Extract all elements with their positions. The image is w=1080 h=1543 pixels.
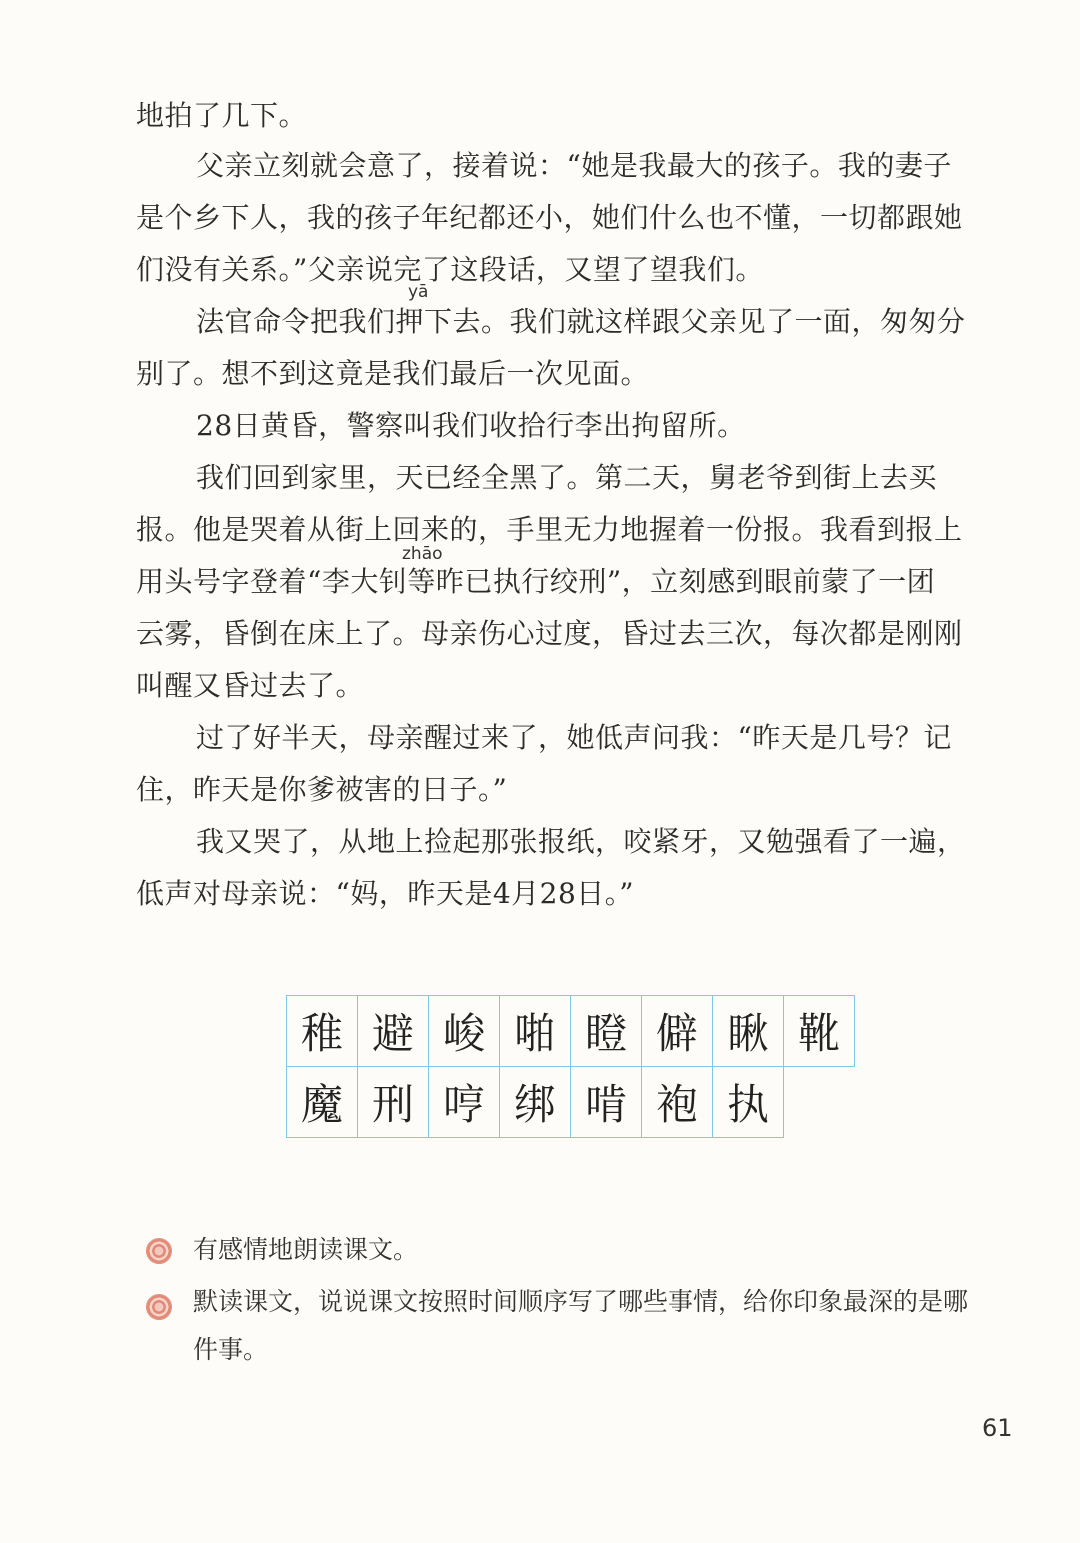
character-cell: 魔 (287, 1067, 358, 1138)
text-line: 报。他是哭着从街上回来的，手里无力地握着一份报。我看到报上 (136, 513, 963, 546)
text-line: 叫醒又昏过去了。 (136, 669, 365, 702)
character-cell: 袍 (642, 1067, 713, 1138)
text-line: 我又哭了，从地上捡起那张报纸，咬紧牙，又勉强看了一遍， (196, 825, 966, 858)
grid-row (287, 1067, 855, 1138)
page-number: 61 (982, 1414, 1013, 1442)
character-cell: 僻 (642, 996, 713, 1067)
exercise-bullet-icon (146, 1238, 172, 1264)
exercise-question-continued: 件事。 (193, 1335, 269, 1364)
character-cell: 瞪 (571, 996, 642, 1067)
text-line: 法官命令把我们押下去。我们就这样跟父亲见了一面，匆匆分 (196, 305, 966, 338)
text-line: 我们回到家里，天已经全黑了。第二天，舅老爷到街上去买 (196, 461, 938, 494)
character-cell: 瞅 (713, 996, 784, 1067)
grid-row (287, 996, 855, 1067)
text-line: 父亲立刻就会意了，接着说：“她是我最大的孩子。我的妻子 (196, 149, 952, 182)
empty-cell (784, 1067, 855, 1138)
exercise-question: 默读课文，说说课文按照时间顺序写了哪些事情，给你印象最深的是哪 (193, 1287, 969, 1316)
character-cell: 刑 (358, 1067, 429, 1138)
character-cell: 避 (358, 996, 429, 1067)
exercise-bullet-icon (146, 1294, 172, 1320)
text-line: 们没有关系。”父亲说完了这段话，又望了望我们。 (136, 253, 764, 286)
pinyin-annotation: yā (408, 282, 429, 302)
text-line: 住，昨天是你爹被害的日子。” (136, 773, 508, 806)
character-cell: 靴 (784, 996, 855, 1067)
text-line: 低声对母亲说：“妈，昨天是4月28日。” (136, 877, 635, 910)
text-line: 别了。想不到这竟是我们最后一次见面。 (136, 357, 650, 390)
text-line: 28日黄昏，警察叫我们收拾行李出拘留所。 (196, 409, 746, 442)
text-line: 云雾，昏倒在床上了。母亲伤心过度，昏过去三次，每次都是刚刚 (136, 617, 963, 650)
text-line: 过了好半天，母亲醒过来了，她低声问我：“昨天是几号？记 (196, 721, 952, 754)
text-line: 用头号字登着“李大钊等昨已执行绞刑”，立刻感到眼前蒙了一团 (136, 565, 936, 598)
character-cell: 啪 (500, 996, 571, 1067)
character-cell: 执 (713, 1067, 784, 1138)
character-cell: 稚 (287, 996, 358, 1067)
character-writing-grid (286, 995, 855, 1138)
pinyin-annotation: zhāo (402, 544, 443, 564)
character-cell: 哼 (429, 1067, 500, 1138)
exercise-question: 有感情地朗读课文。 (193, 1235, 419, 1264)
character-cell: 啃 (571, 1067, 642, 1138)
text-line: 是个乡下人，我的孩子年纪都还小，她们什么也不懂，一切都跟她 (136, 201, 963, 234)
character-cell: 绑 (500, 1067, 571, 1138)
character-cell: 峻 (429, 996, 500, 1067)
text-line: 地拍了几下。 (136, 99, 308, 132)
